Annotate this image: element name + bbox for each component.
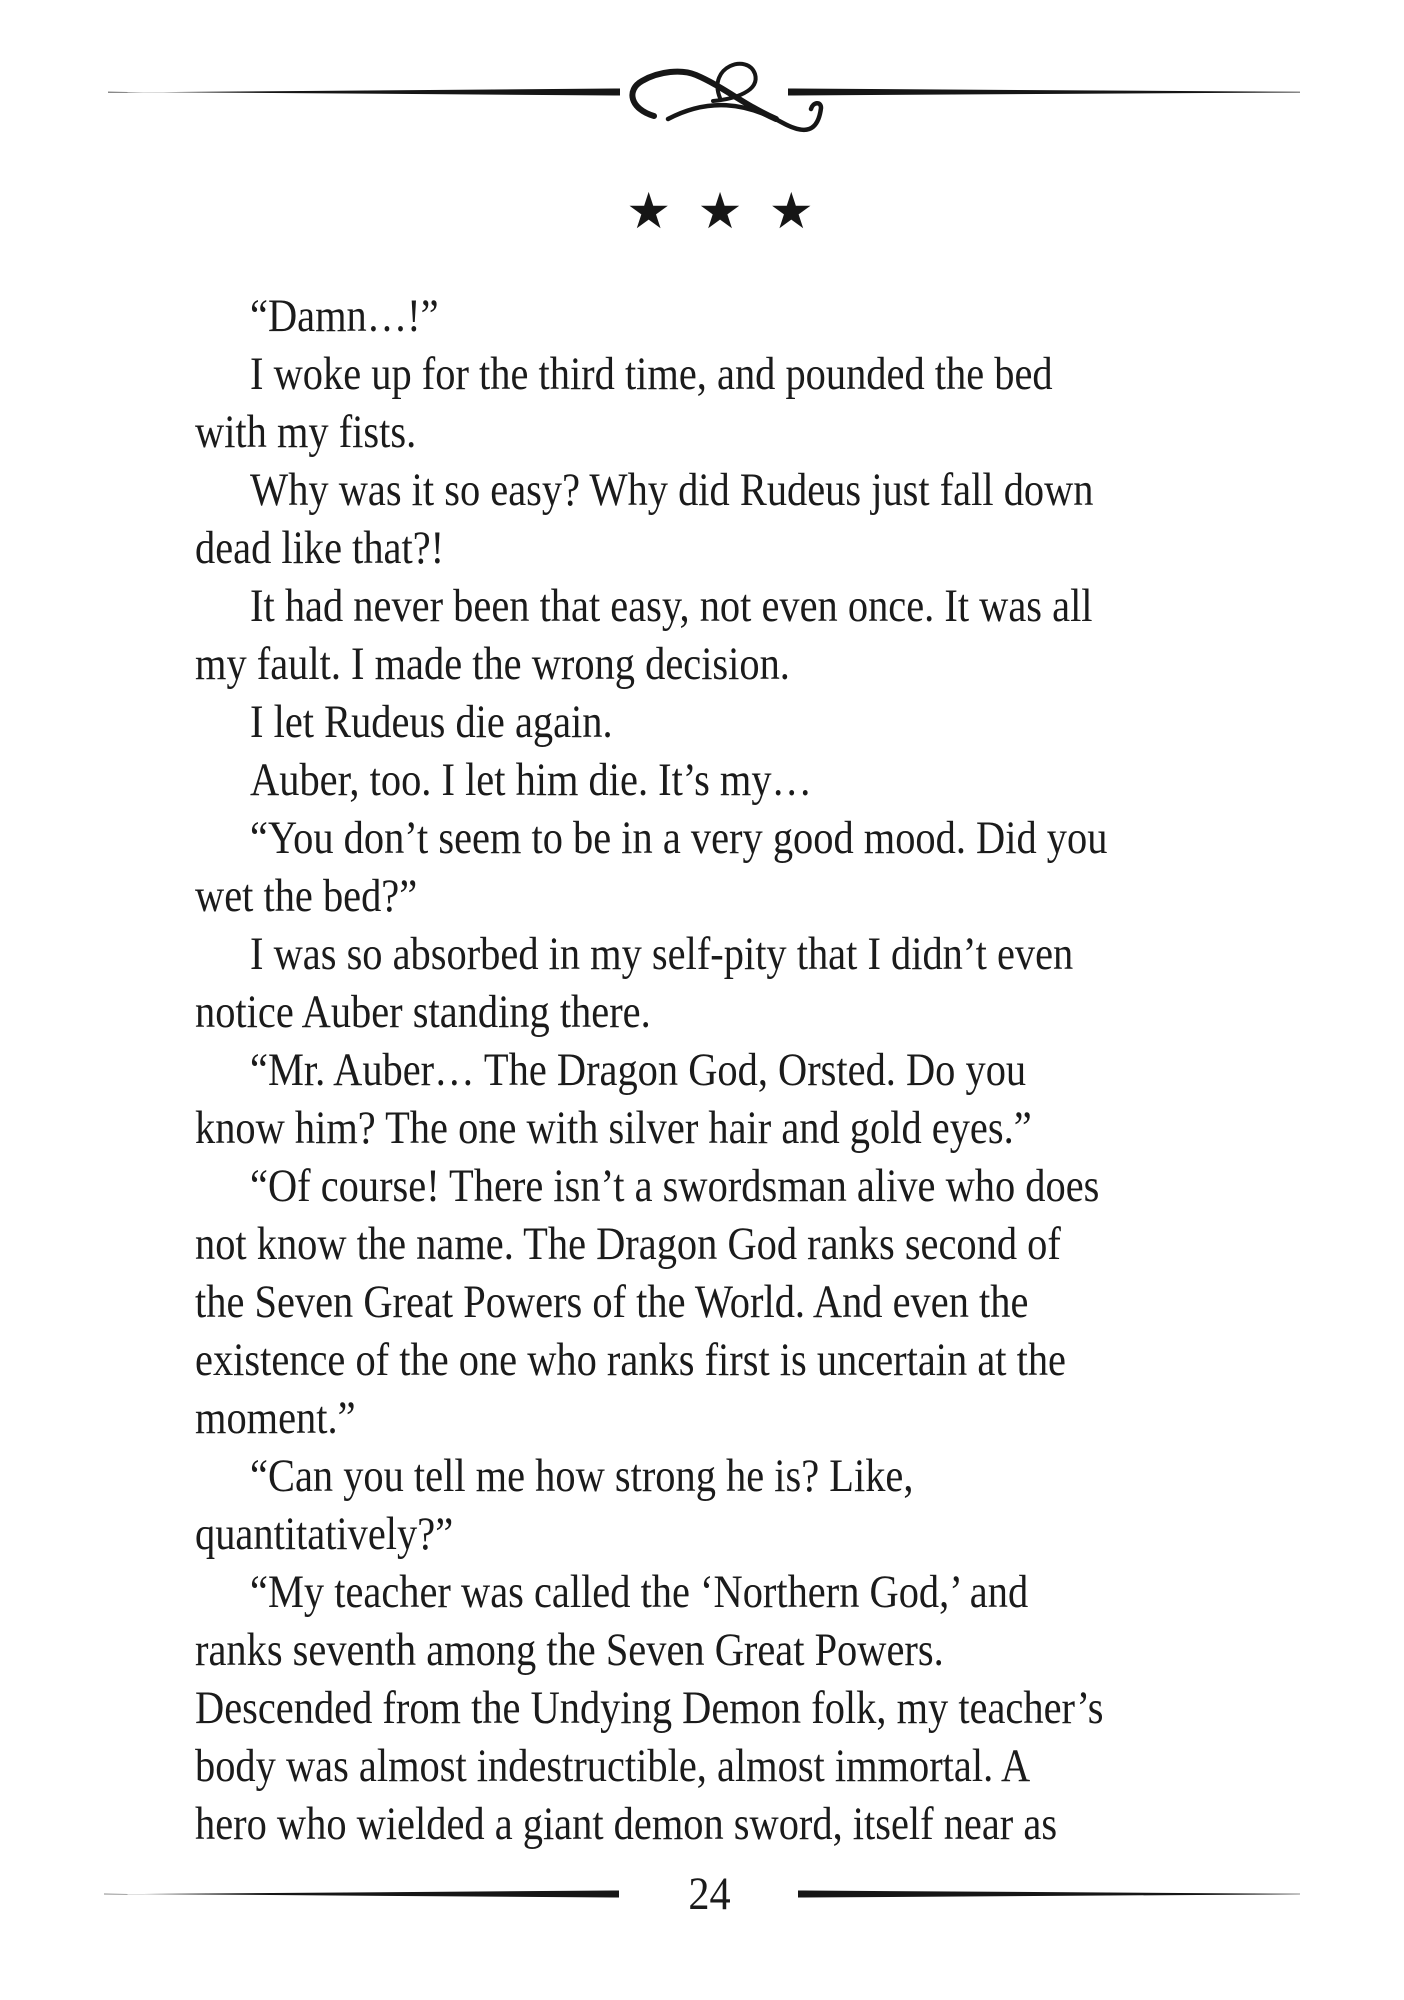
- text-line: I let Rudeus die again.: [250, 696, 613, 748]
- text-line: I woke up for the third time, and pounded the bed: [250, 348, 1053, 400]
- page-number: 24: [688, 1868, 731, 1920]
- paragraph: [195, 1447, 1257, 1563]
- text-line: know him? The one with silver hair and gold eyes.”: [195, 1102, 1032, 1154]
- text-line: quantitatively?”: [195, 1508, 454, 1560]
- paragraph: [195, 1157, 1257, 1447]
- text-line: the Seven Great Powers of the World. And even the: [195, 1276, 1029, 1328]
- footer-rule-left: [102, 1887, 621, 1901]
- text-line: “You don’t seem to be in a very good mood. Did you: [250, 812, 1108, 864]
- text-line: Why was it so easy? Why did Rudeus just fall down: [250, 464, 1094, 516]
- scene-break-stars: ★ ★ ★: [626, 183, 814, 239]
- paragraph: [195, 287, 1257, 345]
- paragraph: [195, 345, 1257, 461]
- text-line: ranks seventh among the Seven Great Powers.: [195, 1624, 944, 1676]
- text-line: hero who wielded a giant demon sword, itself near as: [195, 1798, 1058, 1850]
- text-line: not know the name. The Dragon God ranks second of: [195, 1218, 1061, 1270]
- text-line: “Mr. Auber… The Dragon God, Orsted. Do you: [250, 1044, 1027, 1096]
- text-line: “Damn…!”: [250, 290, 439, 342]
- flourish-ornament-icon: [102, 42, 1302, 142]
- text-line: Auber, too. I let him die. It’s my…: [250, 754, 812, 806]
- text-line: with my fists.: [195, 406, 417, 458]
- footer-rule-right: [798, 1887, 1302, 1901]
- text-line: “Can you tell me how strong he is? Like,: [250, 1450, 914, 1502]
- text-line: I was so absorbed in my self-pity that I didn’t even: [250, 928, 1074, 980]
- text-line: “My teacher was called the ‘Northern God,’ and: [250, 1566, 1029, 1618]
- text-line: dead like that?!: [195, 522, 445, 574]
- text-line: “Of course! There isn’t a swordsman alive who does: [250, 1160, 1100, 1212]
- text-line: Descended from the Undying Demon folk, my teacher’s: [195, 1682, 1104, 1734]
- paragraph: [195, 693, 1257, 751]
- paragraph: [195, 809, 1257, 925]
- text-line: notice Auber standing there.: [195, 986, 651, 1038]
- body-text: [195, 287, 1257, 1853]
- paragraph: [195, 461, 1257, 577]
- flourish-divider: [102, 42, 1302, 142]
- paragraph: [195, 751, 1257, 809]
- text-line: It had never been that easy, not even once. It was all: [250, 580, 1093, 632]
- paragraph: [195, 577, 1257, 693]
- paragraph: [195, 1041, 1257, 1157]
- paragraph: [195, 925, 1257, 1041]
- text-line: wet the bed?”: [195, 870, 418, 922]
- text-line: body was almost indestructible, almost immortal. A: [195, 1740, 1031, 1792]
- text-line: my fault. I made the wrong decision.: [195, 638, 790, 690]
- page-footer: [102, 1864, 1302, 1924]
- text-line: existence of the one who ranks first is uncertain at the: [195, 1334, 1066, 1386]
- text-line: moment.”: [195, 1392, 356, 1444]
- paragraph: [195, 1563, 1257, 1853]
